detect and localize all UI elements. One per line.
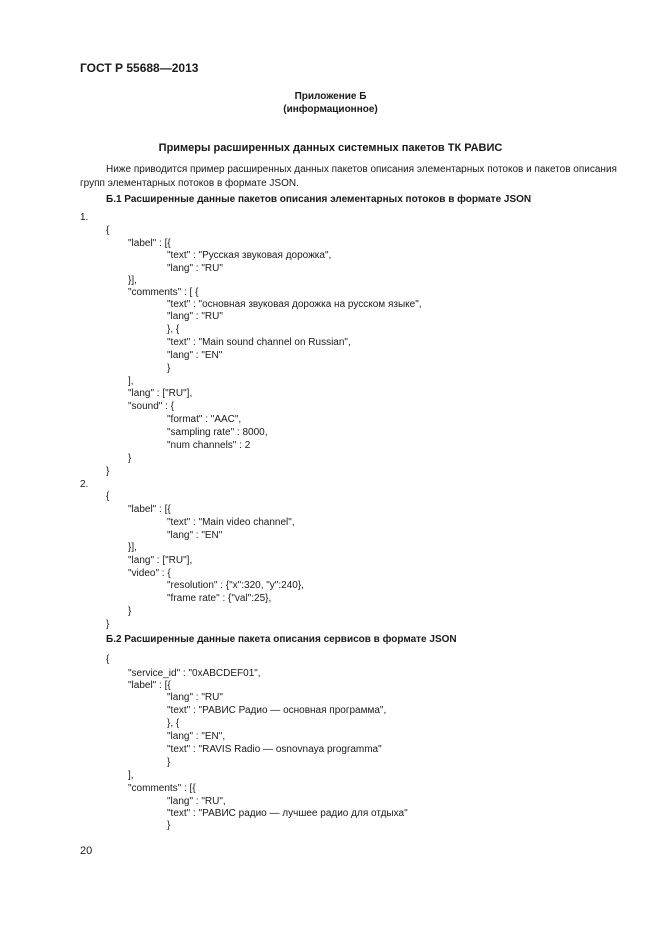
code-line: "text" : "РАВИС радио — лучшее радио для отдыха" bbox=[167, 808, 408, 819]
code-line: "sampling rate" : 8000, bbox=[167, 427, 268, 438]
code-line: "lang" : ["RU"], bbox=[128, 388, 193, 399]
code-line: 1. bbox=[80, 212, 89, 223]
standard-header: ГОСТ Р 55688—2013 bbox=[80, 61, 199, 75]
code-line: "comments" : [ { bbox=[128, 287, 199, 298]
code-line: "text" : "Main sound channel on Russian", bbox=[167, 337, 351, 348]
intro-paragraph: Ниже приводится пример расширенных данных пакетов описания элементарных потоков и пакетов описания групп элементарных потоков в формате JSON. bbox=[80, 164, 617, 189]
code-line: "frame rate" : {"val":25}, bbox=[167, 593, 272, 604]
code-line: { bbox=[106, 654, 110, 665]
section-heading-b2: Б.2 Расширенные данные пакета описания сервисов в формате JSON bbox=[106, 634, 457, 645]
main-title: Примеры расширенных данных системных пакетов ТК РАВИС bbox=[158, 142, 503, 154]
code-line: } bbox=[167, 820, 171, 831]
code-line: "resolution" : {"x":320, "y":240}, bbox=[167, 580, 304, 591]
code-line: 2. bbox=[80, 479, 89, 490]
code-line: "lang" : "EN" bbox=[167, 350, 223, 361]
code-line: "sound" : { bbox=[128, 401, 175, 412]
page-number: 20 bbox=[80, 845, 93, 857]
code-line: "format" : "AAC", bbox=[167, 414, 242, 425]
code-line: "text" : "РАВИС Радио — основная программа", bbox=[167, 705, 387, 716]
code-line: "label" : [{ bbox=[128, 238, 171, 249]
code-line: }, { bbox=[167, 324, 180, 335]
code-line: "text" : "основная звуковая дорожка на русском языке", bbox=[167, 299, 422, 310]
appendix-title: Приложение Б bbox=[294, 91, 367, 102]
code-line: "lang" : ["RU"], bbox=[128, 555, 193, 566]
code-line: "lang" : "RU", bbox=[167, 796, 226, 807]
code-line: "video" : { bbox=[128, 568, 171, 579]
code-line: "lang" : "EN" bbox=[167, 530, 223, 541]
code-line: } bbox=[106, 466, 110, 477]
code-line: "text" : "RAVIS Radio — osnovnaya programma" bbox=[167, 744, 382, 755]
code-line: }], bbox=[128, 275, 137, 286]
code-line: }], bbox=[128, 542, 137, 553]
code-line: "label" : [{ bbox=[128, 680, 171, 691]
code-line: ], bbox=[128, 770, 134, 781]
code-line: "text" : "Main video channel", bbox=[167, 517, 295, 528]
code-line: "lang" : "EN", bbox=[167, 731, 226, 742]
code-line: "text" : "Русская звуковая дорожка", bbox=[167, 250, 332, 261]
code-line: }, { bbox=[167, 718, 180, 729]
code-line: } bbox=[167, 757, 171, 768]
code-line: } bbox=[128, 453, 132, 464]
code-line: "comments" : [{ bbox=[128, 783, 196, 794]
appendix-type: (информационное) bbox=[283, 104, 378, 115]
code-line: ], bbox=[128, 376, 134, 387]
code-line: } bbox=[106, 619, 110, 630]
code-line: "lang" : "RU" bbox=[167, 263, 223, 274]
code-line: { bbox=[106, 225, 110, 236]
code-line: } bbox=[167, 363, 171, 374]
code-line: } bbox=[128, 606, 132, 617]
code-line: "service_id" : "0xABCDEF01", bbox=[128, 668, 261, 679]
code-line: "label" : [{ bbox=[128, 504, 171, 515]
code-line: "lang" : "RU" bbox=[167, 311, 223, 322]
code-line: { bbox=[106, 491, 110, 502]
code-line: "num channels" : 2 bbox=[167, 440, 251, 451]
section-heading-b1: Б.1 Расширенные данные пакетов описания элементарных потоков в формате JSON bbox=[106, 194, 532, 205]
code-line: "lang" : "RU" bbox=[167, 692, 223, 703]
